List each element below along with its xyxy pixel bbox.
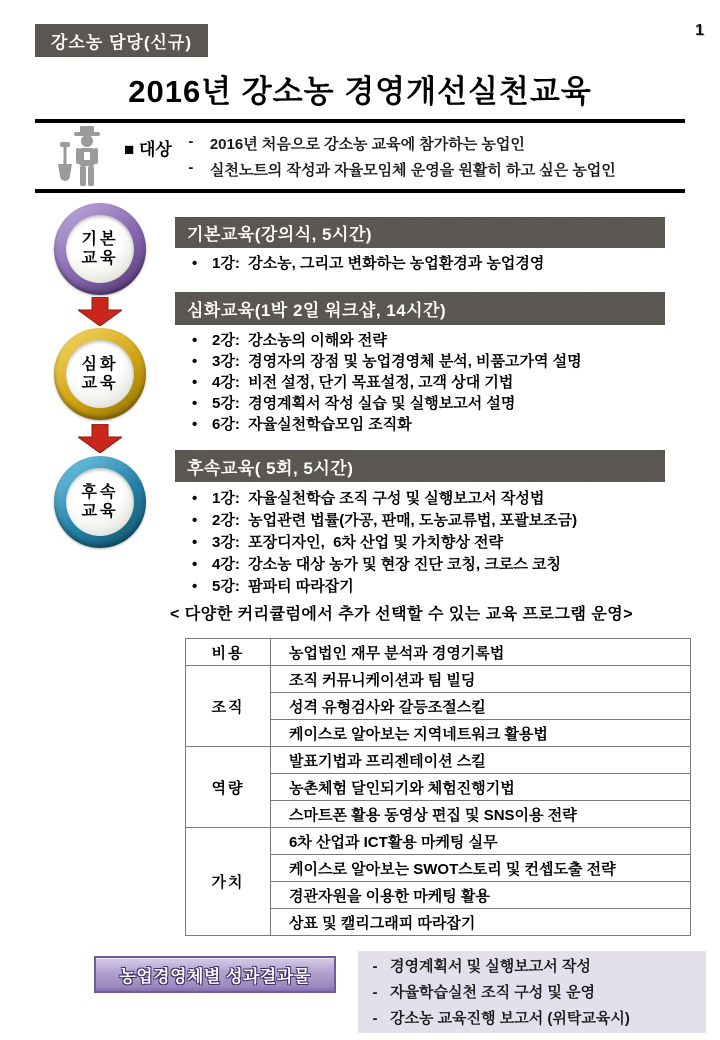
target-label: ■ 대상 [124, 140, 172, 159]
course-cell: 6차 산업과 ICT활용 마케팅 실무 [271, 828, 691, 855]
bullet-icon: • [192, 353, 198, 370]
bullet-icon: • [192, 512, 198, 529]
outcome-list-box [358, 951, 706, 1033]
table-row [186, 747, 691, 774]
target-item-text: 실천노트의 작성과 자율모임체 운영을 원활히 하고 싶은 농업인 [209, 162, 616, 179]
section-header-text: 심화교육(1박 2일 워크샵, 14시간) [187, 301, 447, 320]
down-arrow-icon [78, 297, 122, 331]
bullet-item [186, 331, 691, 351]
dash-marker: - [188, 159, 194, 176]
bullet-text: 3강: 경영자의 장점 및 농업경영체 분석, 비품고가역 설명 [212, 353, 582, 370]
curriculum-table [185, 638, 691, 936]
divider-top [35, 119, 685, 123]
page-number: 1 [695, 22, 704, 39]
bullet-text: 4강: 강소농 대상 농가 및 현장 진단 코칭, 크로스 코칭 [212, 556, 561, 573]
bullet-icon: • [192, 534, 198, 551]
target-item-text: 2016년 처음으로 강소농 교육에 참가하는 농업인 [209, 136, 525, 153]
bullet-item [186, 352, 691, 372]
flow-step-label: 교육 [81, 503, 119, 520]
outcome-badge-label: 농업경영체별 성과결과물 [119, 967, 311, 986]
course-cell: 상표 및 캘리그래피 따라잡기 [271, 909, 691, 936]
bullet-text: 2강: 강소농의 이해와 전략 [212, 332, 387, 349]
bullet-text: 1강: 강소농, 그리고 변화하는 농업환경과 농업경영 [212, 255, 545, 272]
bullet-text: 2강: 농업관련 법률(가공, 판매, 도농교류법, 포괄보조금) [212, 512, 578, 529]
outcome-item-text: 자율학습실천 조직 구성 및 운영 [390, 983, 596, 1001]
section-bullets-followup [186, 489, 691, 597]
bullet-icon: • [192, 374, 198, 391]
target-item [186, 133, 616, 154]
outcome-item [370, 1006, 694, 1031]
flow-step-followup-face [66, 468, 134, 536]
flow-step-label: 심화 [81, 356, 119, 373]
dash-marker: - [372, 1009, 378, 1027]
bullet-text: 1강: 자율실천학습 조직 구성 및 실행보고서 작성법 [212, 490, 545, 507]
outcome-item-text: 강소농 교육진행 보고서 (위탁교육시) [390, 1009, 630, 1027]
bullet-text: 3강: 포장디자인, 6차 산업 및 가치향상 전략 [212, 534, 504, 551]
bullet-item [186, 394, 691, 414]
bullet-icon: • [192, 332, 198, 349]
target-item [186, 159, 616, 180]
bullet-item [186, 511, 691, 531]
bullet-icon: • [192, 578, 198, 595]
target-audience-block [124, 133, 616, 180]
course-cell: 케이스로 알아보는 지역네트워크 활용법 [271, 720, 691, 747]
bullet-icon: • [192, 490, 198, 507]
dash-marker: - [372, 983, 378, 1001]
flow-step-label: 교육 [81, 375, 119, 392]
table-row [186, 639, 691, 666]
outcome-badge [94, 956, 336, 993]
flow-step-basic [54, 203, 146, 295]
bullet-icon: • [192, 395, 198, 412]
flow-step-label: 기본 [81, 231, 119, 248]
table-row [186, 666, 691, 693]
course-cell: 성격 유형검사와 갈등조절스킬 [271, 693, 691, 720]
corner-badge [35, 24, 208, 57]
target-items [186, 133, 616, 180]
course-cell: 케이스로 알아보는 SWOT스토리 및 컨셉도출 전략 [271, 855, 691, 882]
corner-badge-label: 강소농 담당(신규) [51, 33, 192, 52]
course-cell: 발표기법과 프리젠테이션 스킬 [271, 747, 691, 774]
bullet-icon: • [192, 416, 198, 433]
flow-step-advanced-face [66, 340, 134, 408]
course-cell: 농촌체험 달인되기와 체험진행기법 [271, 774, 691, 801]
course-cell: 경관자원을 이용한 마케팅 활용 [271, 882, 691, 909]
section-bullets-advanced [186, 331, 691, 435]
outcome-item [370, 954, 694, 979]
extra-program-note: < 다양한 커리큘럼에서 추가 선택할 수 있는 교육 프로그램 운영> [170, 606, 634, 623]
bullet-item [186, 555, 691, 575]
bullet-text: 5강: 경영계획서 작성 실습 및 실행보고서 설명 [212, 395, 516, 412]
bullet-item [186, 415, 691, 435]
category-cell: 조직 [186, 666, 271, 747]
flow-step-followup [54, 456, 146, 548]
flow-step-basic-face [66, 215, 134, 283]
course-cell: 조직 커뮤니케이션과 팀 빌딩 [271, 666, 691, 693]
flow-step-label: 후속 [81, 484, 119, 501]
category-cell: 비용 [186, 639, 271, 666]
dash-marker: - [188, 133, 194, 150]
bullet-icon: • [192, 556, 198, 573]
table-row [186, 828, 691, 855]
outcome-item-text: 경영계획서 및 실행보고서 작성 [390, 957, 591, 975]
bullet-item [186, 373, 691, 393]
farmer-icon [52, 124, 110, 193]
down-arrow-icon [78, 424, 122, 458]
flow-step-label: 교육 [81, 250, 119, 267]
course-cell: 스마트폰 활용 동영상 편집 및 SNS이용 전략 [271, 801, 691, 828]
dash-marker: - [372, 957, 378, 975]
bullet-text: 6강: 자율실천학습모임 조직화 [212, 416, 412, 433]
section-header-advanced [175, 292, 665, 325]
category-cell: 가치 [186, 828, 271, 936]
section-header-text: 후속교육( 5회, 5시간) [187, 458, 354, 478]
bullet-item [186, 489, 691, 509]
bullet-item [186, 533, 691, 553]
category-cell: 역량 [186, 747, 271, 828]
bullet-item [186, 577, 691, 597]
section-header-text: 기본교육(강의식, 5시간) [187, 225, 373, 244]
bullet-text: 4강: 비전 설정, 단기 목표설정, 고객 상대 기법 [212, 374, 514, 391]
course-cell: 농업법인 재무 분석과 경영기록법 [271, 639, 691, 666]
flow-step-advanced [54, 328, 146, 420]
bullet-item [186, 254, 691, 274]
section-header-followup [175, 450, 665, 482]
section-bullets-basic [186, 254, 691, 274]
outcome-item [370, 980, 694, 1005]
page-title: 2016년 강소농 경영개선실천교육 [128, 74, 592, 109]
section-header-basic [175, 217, 665, 248]
divider-bottom [35, 189, 685, 193]
bullet-icon: • [192, 255, 198, 272]
bullet-text: 5강: 팜파티 따라잡기 [212, 578, 354, 595]
